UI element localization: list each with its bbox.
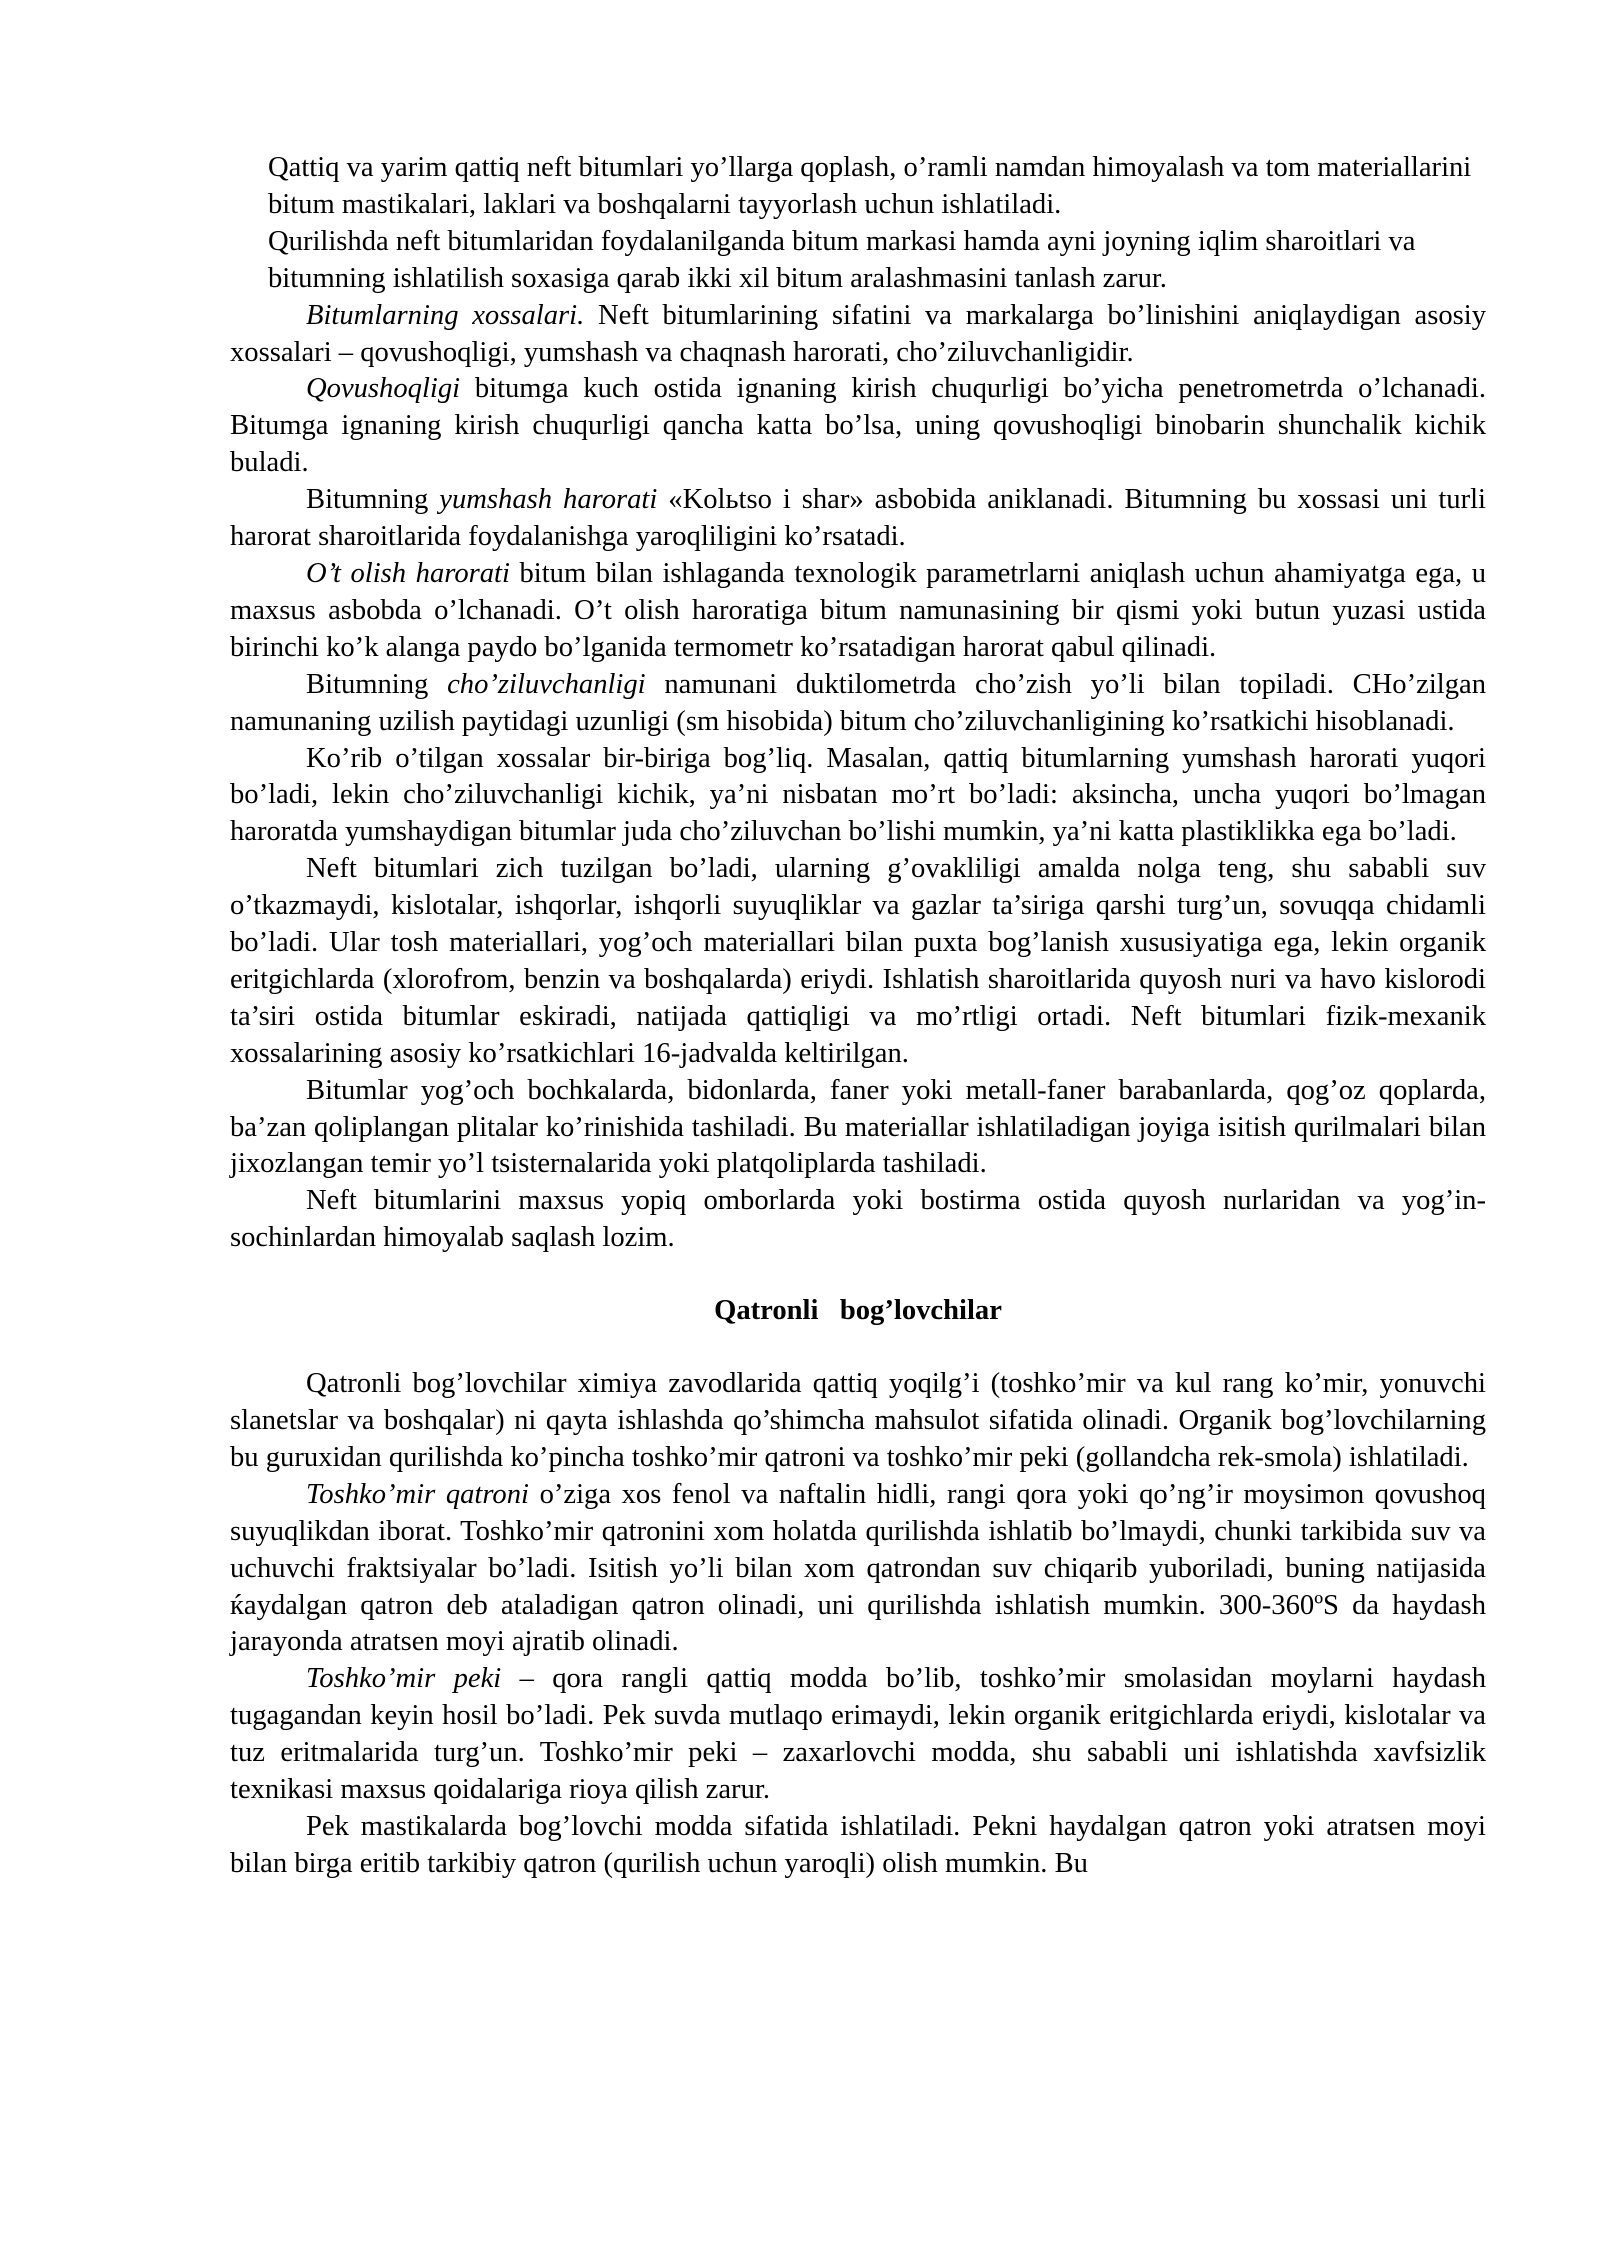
paragraph: Qovushoqligi bitumga kuch ostida ignaning kirish chuqurligi bo’yicha penetrometrda o’lchanadi. Bitumga ignaning kirish chuqurligi qancha katta bo’lsa, uning qovushoqligi binobarin shunchalik kichik buladi. [230,373,1486,479]
body-section-2 [230,1366,1486,1883]
paragraph: Toshko’mir qatroni o’ziga xos fenol va naftalin hidli, rangi qora yoki qo’ng’ir moysimon qovushoq suyuqlikdan iborat. Toshko’mir qatronini xom holatda qurilishda ishlatib bo’lmaydi, chunki tarkibida suv va uchuvchi fraktsiyalar bo’ladi. Isitish yo’li bilan xom qatrondan suv chiqarib yuboriladi, buning natijasida ќaydalgan qatron deb ataladigan qatron olinadi, uni qurilishda ishlatish mumkin. 300-360ºS da haydash jarayonda atratsen moyi ajratib olinadi. [230,1478,1486,1658]
paragraph: Neft bitumlarini maxsus yopiq omborlarda yoki bostirma ostida quyosh nurlaridan va yog’in-sochinlardan himoyalab saqlash lozim. [230,1185,1486,1254]
paragraph: Bitumning yumshash harorati «Kolьtso i shar» asbobida aniklanadi. Bitumning bu xossasi uni turli harorat sharoitlarida foydalanishga yaroqliligini ko’rsatadi. [230,484,1486,553]
paragraph: Bitumlarning xossalari. Neft bitumlarining sifatini va markalarga bo’linishini aniqlaydigan asosiy xossalari – qovushoqligi, yumshash va chaqnash harorati, cho’ziluvchanligidir. [230,299,1487,368]
body-section [230,298,1486,1258]
paragraph: O’t olish harorati bitum bilan ishlaganda texnologik parametrlarni aniqlash uchun ahamiyatga ega, u maxsus asbobda o’lchanadi. O’t olish haroratiga bitum namunasining bir qismi yoki butun yuzasi ustida birinchi ko’k alanga paydo bo’lganida termometr ko’rsatadigan harorat qabul qilinadi. [230,557,1487,663]
paragraph: Bitumlar yog’och bochkalarda, bidonlarda, faner yoki metall-faner barabanlarda, qog’oz qoplarda, ba’zan qoliplangan plitalar ko’rinishida tashiladi. Bu materiallar ishlatiladigan joyiga isitish qurilmalari bilan jixozlangan temir yo’l tsisternalarida yoki platqoliplarda tashiladi. [230,1074,1486,1180]
intro-list [230,150,1486,298]
paragraph: Toshko’mir peki – qora rangli qattiq modda bo’lib, toshko’mir smolasidan moylarni haydash tugagandan keyin hosil bo’ladi. Pek suvda mutlaqo erimaydi, lekin organik eritgichlarda eriydi, kislotalar va tuz eritmalarida turg’un. Toshko’mir peki – zaxarlovchi modda, shu sababli uni ishlatishda xavfsizlik texnikasi maxsus qoidalariga rioya qilish zarur. [230,1663,1486,1806]
paragraph: Pek mastikalarda bog’lovchi modda sifatida ishlatiladi. Pekni haydalgan qatron yoki atratsen moyi bilan birga eritib tarkibiy qatron (qurilish uchun yaroqli) olish mumkin. Bu [230,1810,1486,1879]
intro-paragraph: Qurilishda neft bitumlaridan foydalanilganda bitum markasi hamda ayni joyning iqlim sharoitlari va bitumning ishlatilish soxasiga qarab ikki xil bitum aralashmasini tanlash zarur. [268,225,1416,294]
paragraph: Neft bitumlari zich tuzilgan bo’ladi, ularning g’ovakliligi amalda nolga teng, shu sababli suv o’tkazmaydi, kislotalar, ishqorlar, ishqorli suyuqliklar va gazlar ta’siriga qarshi turg’un, sovuqqa chidamli bo’ladi. Ular tosh materiallari, yog’och materiallari bilan puxta bog’lanish xususiyatiga ega, lekin organik eritgichlarda (xlorofrom, benzin va boshqalarda) eriydi. Ishlatish sharoitlarida quyosh nuri va havo kislorodi ta’siri ostida bitumlar eskiradi, natijada qattiqligi va mo’rtligi ortadi. Neft bitumlari fizik-mexanik xossalarining asosiy ko’rsatkichlari 16-jadvalda keltirilgan. [230,853,1486,1069]
paragraph: Qatronli bog’lovchilar ximiya zavodlarida qattiq yoqilg’i (toshko’mir va kul rang ko’mir, yonuvchi slanetslar va boshqalar) ni qayta ishlashda qo’shimcha mahsulot sifatida olinadi. Organik bog’lovchilarning bu guruxidan qurilishda ko’pincha toshko’mir qatroni va toshko’mir peki (gollandcha rek-smola) ishlatiladi. [230,1368,1486,1473]
intro-paragraph: Qattiq va yarim qattiq neft bitumlari yo’llarga qoplash, o’ramli namdan himoyalash va tom materiallarini bitum mastikalari, laklari va boshqalarni tayyorlash uchun ishlatiladi. [268,152,1472,220]
document-page [230,150,1486,1883]
paragraph: Ko’rib o’tilgan xossalar bir-biriga bog’liq. Masalan, qattiq bitumlarning yumshash harorati yuqori bo’ladi, lekin cho’ziluvchanligi kichik, ya’ni nisbatan mo’rt bo’ladi: aksincha, uncha yuqori bo’lmagan haroratda yumshaydigan bitumlar juda cho’ziluvchan bo’lishi mumkin, ya’ni katta plastiklikka ega bo’ladi. [230,742,1486,848]
paragraph: Bitumning cho’ziluvchanligi namunani duktilometrda cho’zish yo’li bilan topiladi. CHo’zilgan namunaning uzilish paytidagi uzunligi (sm hisobida) bitum cho’ziluvchanligining ko’rsatkichi hisoblanadi. [230,668,1486,737]
section-heading: Qatronli bog’lovchilar [714,1295,1002,1327]
